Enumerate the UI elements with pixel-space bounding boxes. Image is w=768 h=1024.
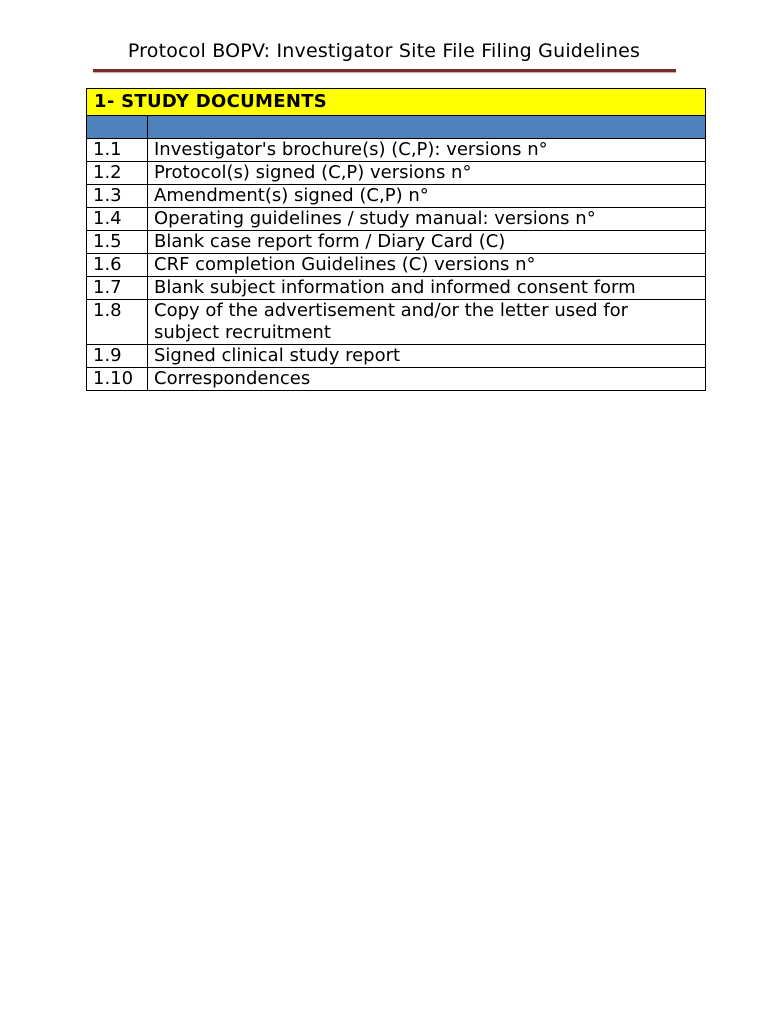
item-description: CRF completion Guidelines (C) versions n° bbox=[148, 254, 706, 277]
item-description: Amendment(s) signed (C,P) n° bbox=[148, 185, 706, 208]
item-description: Blank subject information and informed consent form bbox=[148, 277, 706, 300]
table-row bbox=[87, 162, 706, 185]
item-description: Operating guidelines / study manual: versions n° bbox=[148, 208, 706, 231]
item-description: Protocol(s) signed (C,P) versions n° bbox=[148, 162, 706, 185]
section-title: 1- STUDY DOCUMENTS bbox=[87, 89, 706, 116]
table-row bbox=[87, 345, 706, 368]
item-number: 1.6 bbox=[87, 254, 148, 277]
item-number: 1.3 bbox=[87, 185, 148, 208]
study-documents-table bbox=[86, 88, 706, 391]
item-number: 1.8 bbox=[87, 300, 148, 345]
item-number: 1.10 bbox=[87, 368, 148, 391]
table-row bbox=[87, 139, 706, 162]
table-row bbox=[87, 254, 706, 277]
item-description: Correspondences bbox=[148, 368, 706, 391]
table-row bbox=[87, 185, 706, 208]
page-title: Protocol BOPV: Investigator Site File Filing Guidelines bbox=[127, 40, 641, 62]
item-description: Signed clinical study report bbox=[148, 345, 706, 368]
item-number: 1.2 bbox=[87, 162, 148, 185]
item-description: Investigator's brochure(s) (C,P): versions n° bbox=[148, 139, 706, 162]
table-row bbox=[87, 208, 706, 231]
item-number: 1.4 bbox=[87, 208, 148, 231]
item-number: 1.5 bbox=[87, 231, 148, 254]
item-number: 1.7 bbox=[87, 277, 148, 300]
header-divider bbox=[93, 69, 676, 72]
column-band-cell-text bbox=[148, 116, 706, 139]
column-band-row bbox=[87, 116, 706, 139]
item-description: Copy of the advertisement and/or the letter used for subject recruitment bbox=[148, 300, 706, 345]
column-band-cell-num bbox=[87, 116, 148, 139]
table-row bbox=[87, 277, 706, 300]
section-header-row bbox=[87, 89, 706, 116]
item-number: 1.9 bbox=[87, 345, 148, 368]
table-row bbox=[87, 231, 706, 254]
table-row bbox=[87, 368, 706, 391]
item-number: 1.1 bbox=[87, 139, 148, 162]
table-row bbox=[87, 300, 706, 345]
item-description: Blank case report form / Diary Card (C) bbox=[148, 231, 706, 254]
